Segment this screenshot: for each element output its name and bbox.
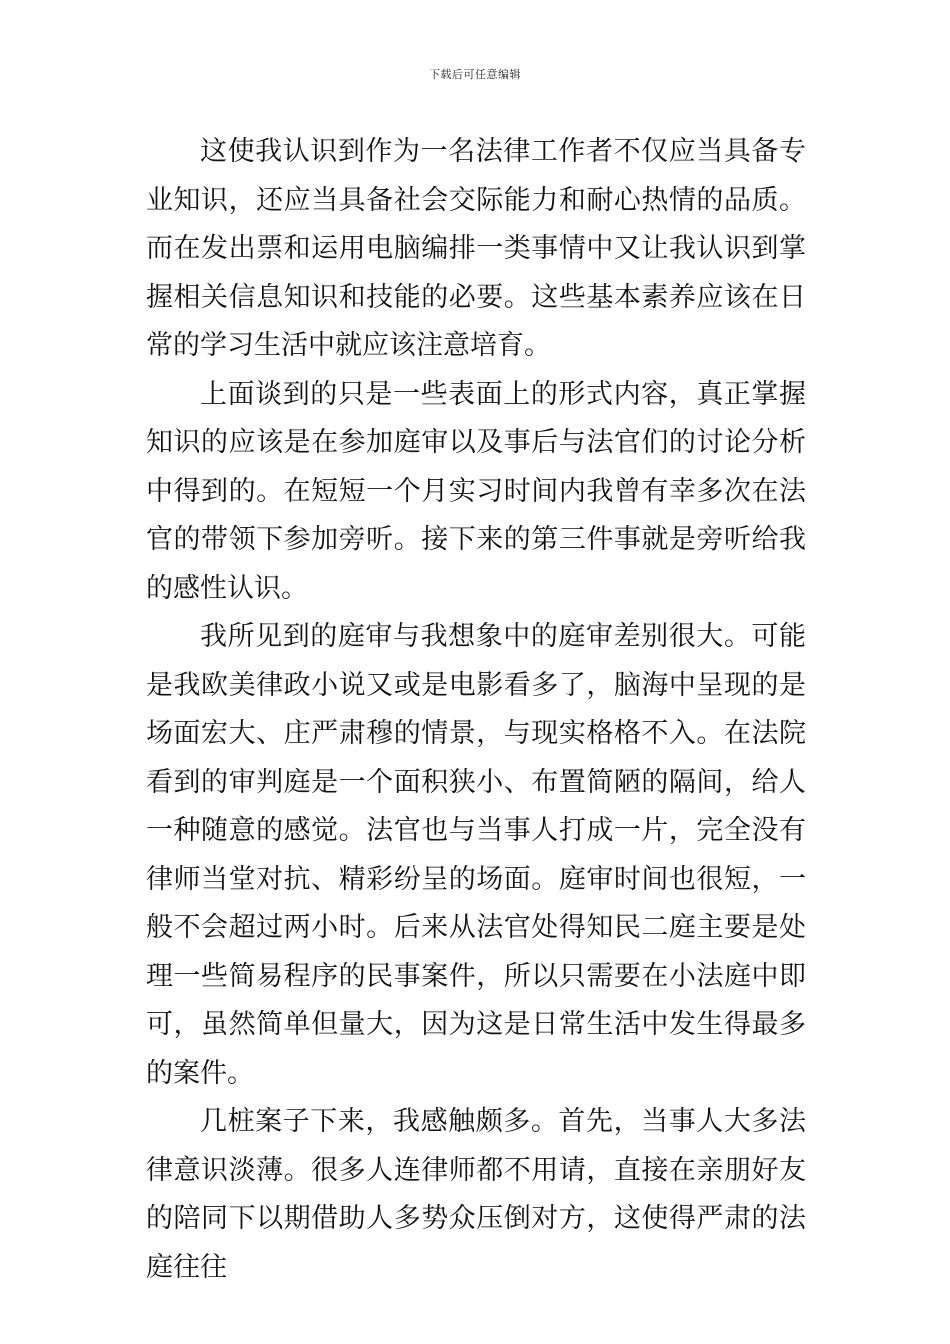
document-body <box>146 128 806 1292</box>
paragraph-2: 上面谈到的只是一些表面上的形式内容，真正掌握知识的应该是在参加庭审以及事后与法官们的讨论分析中得到的。在短短一个月实习时间内我曾有幸多次在法官的带领下参加旁听。接下来的第三件事就是旁听给我的感性认识。 <box>146 378 806 604</box>
paragraph-1: 这使我认识到作为一名法律工作者不仅应当具备专业知识，还应当具备社会交际能力和耐心热情的品质。而在发出票和运用电脑编排一类事情中又让我认识到掌握相关信息知识和技能的必要。这些基本素养应该在日常的学习生活中就应该注意培育。 <box>146 136 806 361</box>
paragraph-3: 我所见到的庭审与我想象中的庭审差别很大。可能是我欧美律政小说又或是电影看多了，脑海中呈现的是场面宏大、庄严肃穆的情景，与现实格格不入。在法院看到的审判庭是一个面积狭小、布置简陋的隔间，给人一种随意的感觉。法官也与当事人打成一片，完全没有律师当堂对抗、精彩纷呈的场面。庭审时间也很短，一般不会超过两小时。后来从法官处得知民二庭主要是处理一些简易程序的民事案件，所以只需要在小法庭中即可，虽然简单但量大，因为这是日常生活中发生得最多的案件。 <box>146 621 806 1089</box>
header-note: 下载后可任意编辑 <box>429 68 521 81</box>
paragraph-4: 几桩案子下来，我感触颇多。首先，当事人大多法律意识淡薄。很多人连律师都不用请，直接在亲朋好友的陪同下以期借助人多势众压倒对方，这使得严肃的法庭往往 <box>146 1106 806 1283</box>
